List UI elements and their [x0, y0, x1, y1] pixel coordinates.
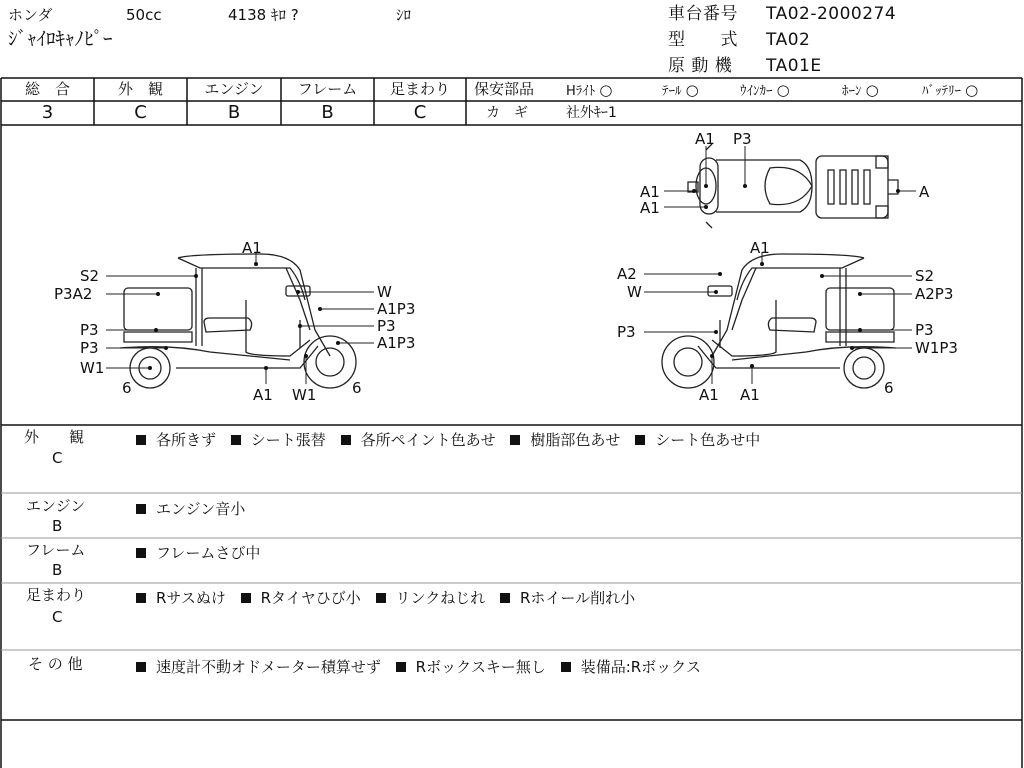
model-type-label: 型 式: [668, 30, 738, 50]
bullet-icon: [136, 593, 146, 603]
remark-exterior-items: 各所きず シート張替 各所ペイント色あせ 樹脂部色あせ シート色あせ中: [136, 429, 770, 450]
right-label-11: A1: [740, 386, 760, 404]
bullet-icon: [136, 662, 146, 672]
grade-exterior-label: 外 観: [117, 80, 163, 98]
bullet-icon: [241, 593, 251, 603]
left-label-6: W1: [80, 359, 105, 377]
color: ｼﾛ: [396, 6, 412, 24]
top-label-2: P3: [733, 130, 752, 148]
grade-suspension-value: C: [413, 102, 427, 123]
left-view-scooter: [120, 254, 356, 388]
left-label-12: 6: [352, 379, 362, 397]
left-label-1: A1: [242, 239, 262, 257]
remark-frame-items: フレームさび中: [136, 542, 270, 563]
frame-number-label: 車台番号: [668, 4, 738, 24]
key-label: カ ギ: [486, 105, 528, 121]
left-label-5: P3: [80, 339, 99, 357]
damage-diagram: [0, 126, 1024, 424]
safety-battery: ﾊﾞｯﾃﾘｰ ○: [922, 81, 979, 99]
left-label-13: A1: [253, 386, 273, 404]
remark-engine-label: エンジン: [26, 497, 86, 515]
safety-headlight: Hﾗｲﾄ ○: [566, 81, 613, 99]
left-label-11: A1P3: [377, 334, 416, 352]
top-label-4: A1: [640, 199, 660, 217]
remark-exterior-label: 外 観: [24, 428, 85, 446]
remark-frame-grade: B: [52, 561, 63, 579]
top-label-5: A: [919, 183, 930, 201]
left-label-14: W1: [292, 386, 317, 404]
mileage: 4138 ｷﾛ ?: [228, 6, 299, 24]
remark-engine-grade: B: [52, 517, 63, 535]
left-label-2: S2: [80, 267, 100, 285]
bullet-icon: [136, 435, 146, 445]
left-label-3: P3A2: [54, 285, 93, 303]
remark-frame-label: フレーム: [26, 541, 86, 559]
top-label-1: A1: [695, 130, 715, 148]
remark-other-label: そ の 他: [28, 655, 83, 673]
bullet-icon: [500, 593, 510, 603]
left-label-8: W: [377, 283, 392, 301]
safety-horn: ﾎｰﾝ ○: [842, 81, 879, 99]
left-label-4: P3: [80, 321, 99, 339]
top-view-scooter: [688, 144, 898, 228]
right-label-8: W1P3: [915, 339, 958, 357]
bullet-icon: [510, 435, 520, 445]
remark-suspension-items: Rサスぬけ Rタイヤひび小 リンクねじれ Rホイール削れ小: [136, 587, 645, 608]
left-label-9: A1P3: [377, 300, 416, 318]
right-label-5: S2: [915, 267, 935, 285]
bullet-icon: [376, 593, 386, 603]
right-label-4: P3: [617, 323, 636, 341]
remark-suspension-grade: C: [52, 608, 63, 626]
top-label-3: A1: [640, 183, 660, 201]
right-label-2: A2: [617, 265, 637, 283]
engine-model-label: 原 動 機: [668, 56, 733, 76]
right-label-3: W: [627, 283, 642, 301]
grade-suspension-label: 足まわり: [389, 80, 450, 98]
bullet-icon: [635, 435, 645, 445]
grade-overall-label: 総 合: [24, 80, 70, 98]
grade-engine-label: エンジン: [204, 80, 264, 98]
grade-frame-label: フレーム: [297, 80, 358, 98]
bullet-icon: [561, 662, 571, 672]
bullet-icon: [231, 435, 241, 445]
remark-exterior-grade: C: [52, 449, 63, 467]
model-type-value: TA02: [766, 30, 811, 50]
bullet-icon: [341, 435, 351, 445]
remark-engine-items: エンジン音小: [136, 498, 255, 519]
make: ホンダ: [8, 6, 53, 24]
right-label-9: 6: [884, 379, 894, 397]
safety-parts-label: 保安部品: [474, 80, 535, 98]
right-label-7: P3: [915, 321, 934, 339]
remark-other-items: 速度計不動オドメーター積算せず Rボックスキー無し 装備品:Rボックス: [136, 656, 711, 677]
right-label-6: A2P3: [915, 285, 954, 303]
grade-overall-value: 3: [41, 102, 54, 123]
key-value: 社外ｷｰ1: [566, 105, 617, 121]
frame-number-value: TA02-2000274: [766, 4, 897, 24]
safety-winker: ｳｲﾝｶｰ ○: [740, 81, 790, 99]
right-label-10: A1: [699, 386, 719, 404]
bullet-icon: [396, 662, 406, 672]
engine-model-value: TA01E: [766, 56, 822, 76]
model-name: ｼﾞｬｲﾛｷｬﾉﾋﾟｰ: [8, 28, 113, 50]
grade-frame-value: B: [321, 102, 334, 123]
bullet-icon: [136, 548, 146, 558]
safety-taillight: ﾃｰﾙ ○: [662, 81, 699, 99]
left-label-10: P3: [377, 317, 396, 335]
displacement: 50cc: [126, 6, 162, 24]
left-label-7: 6: [122, 379, 132, 397]
grade-engine-value: B: [227, 102, 241, 123]
bullet-icon: [136, 504, 146, 514]
grade-exterior-value: C: [134, 102, 147, 123]
remark-suspension-label: 足まわり: [26, 586, 87, 604]
right-label-1: A1: [750, 239, 770, 257]
